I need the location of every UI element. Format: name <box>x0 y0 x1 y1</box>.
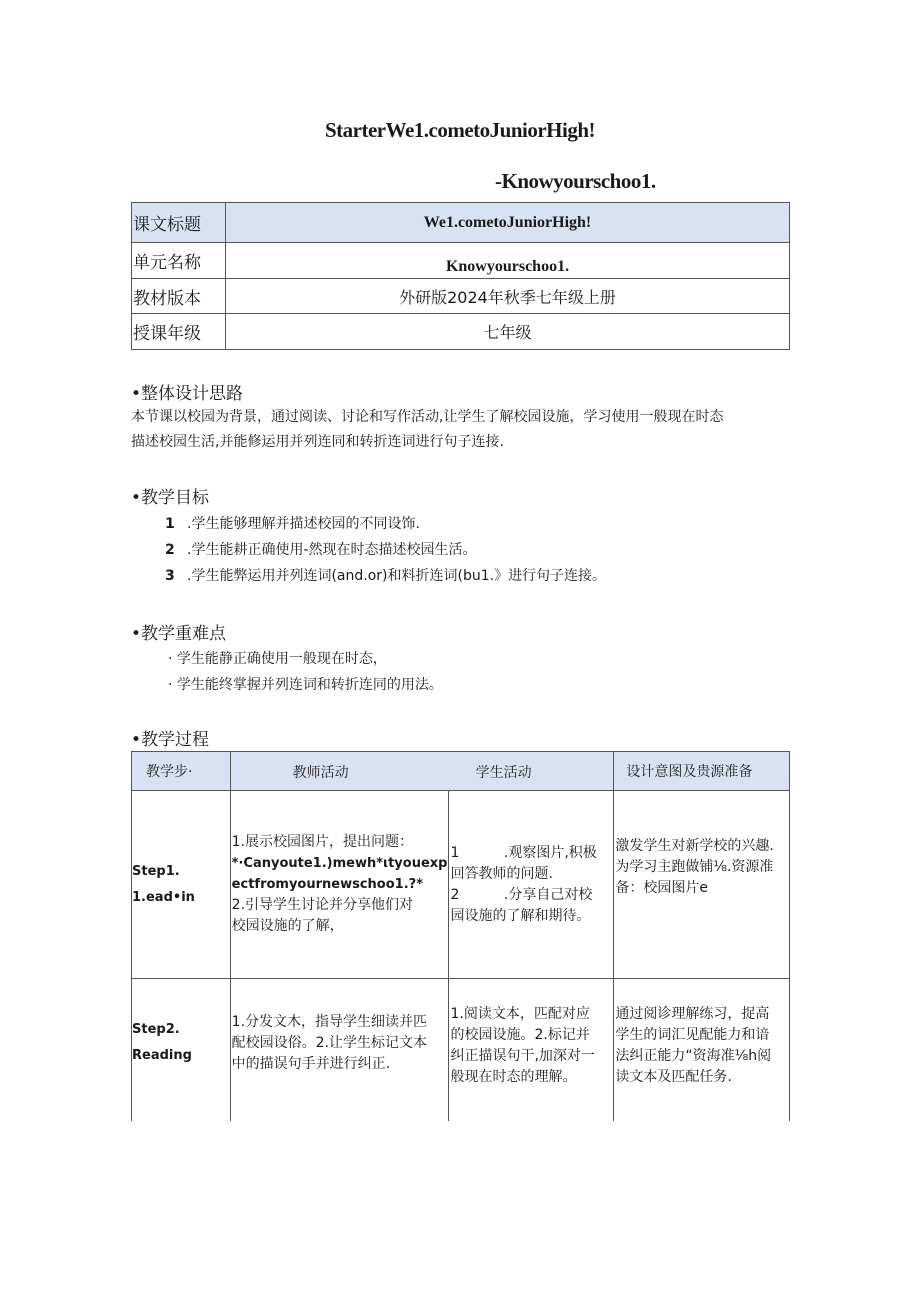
objective-text: .学生能弊运用并列连词(and.or)和料折连词(bu1.》进行句子连接。 <box>187 568 607 584</box>
teacher-line: 中的描误句手并进行纠正. <box>231 1055 391 1072</box>
design-intent-line: 学生的词汇见配能力和谙 <box>615 1027 770 1043</box>
design-paragraph <box>131 405 791 455</box>
info-value: 外研版2024年秋季七年级上册 <box>226 279 790 314</box>
design-intent-line: 为学习主跑做铺⅛.资源准 <box>615 859 774 875</box>
step-label: Step1. <box>132 863 180 879</box>
student-line: 般现在时态的理解。 <box>450 1069 577 1085</box>
info-label: 授课年级 <box>132 314 226 350</box>
header-step: 教学步· <box>132 752 231 791</box>
teacher-line: 校园设施的了解， <box>231 918 344 934</box>
design-intent-cell <box>614 791 790 979</box>
design-intent-line: 激发学生对新学校的兴趣. <box>615 838 774 854</box>
objective-item <box>165 513 420 533</box>
objective-number: 2 <box>165 542 175 558</box>
student-line: 园设施的了解和期待。 <box>450 907 591 924</box>
design-intent-cell <box>614 979 790 1122</box>
teaching-process-table <box>131 751 790 1121</box>
info-value: Knowyourschoo1. <box>226 243 790 279</box>
objective-text: .学生能耕正确使用-然现在时态描述校园生活。 <box>187 542 477 558</box>
process-row-reading <box>132 979 790 1122</box>
document-title: StarterWe1.cometoJuniorHigh! <box>324 118 596 142</box>
teacher-line: ectfromyournewschoo1.?* <box>231 877 423 892</box>
objective-number: 3 <box>165 568 175 584</box>
student-line: 2 .分享自己对校 <box>450 886 593 903</box>
student-line: 的校园设施。2.标记并 <box>450 1027 590 1043</box>
header-teacher: 教师活动 <box>292 765 349 781</box>
teacher-activity-cell <box>230 979 449 1122</box>
info-label: 单元名称 <box>132 243 226 279</box>
design-intent-line: 读文本及匹配任务. <box>615 1069 732 1085</box>
step-cell <box>132 979 231 1122</box>
difficulty-item: · 学生能静正确使用一般现在时态， <box>168 651 387 667</box>
design-intent-line: 法纠正能力“资海准⅛h阅 <box>615 1048 772 1064</box>
objective-text: .学生能够理解并描述校园的不同设饰. <box>187 516 420 532</box>
teacher-activity-cell <box>230 791 449 979</box>
teacher-line: 1.展示校园图片，提出问题： <box>231 834 414 850</box>
teacher-line: 1.分发文木，指导学生细读并匹 <box>231 1013 428 1030</box>
teacher-line: 2.引导学生讨论并分享他们对 <box>231 897 414 913</box>
objective-number: 1 <box>165 516 175 532</box>
teacher-line: *·Canyoute1.)mewh*ιtyouexp <box>231 856 448 871</box>
process-row-leadin <box>132 791 790 979</box>
info-row-unit <box>132 243 790 279</box>
section-heading-difficulties: •教学重难点 <box>131 624 227 644</box>
info-row-edition <box>132 279 790 314</box>
section-heading-objectives: •教学目标 <box>131 488 210 508</box>
step-cell <box>132 791 231 979</box>
process-header-row <box>132 752 790 791</box>
difficulty-item: · 学生能终掌握并列连词和转折连同的用法。 <box>168 677 443 693</box>
student-activity-cell <box>449 979 614 1122</box>
student-activity-cell <box>449 791 614 979</box>
student-line: 1 .观察图片,积极 <box>450 844 597 861</box>
student-line: 1.阅读文本，匹配对应 <box>450 1006 590 1022</box>
design-intent-line: 备：校园图片e <box>615 880 709 896</box>
design-line: 本节课以校园为背景，通过阅读、讨论和写作活动,让学生了解校园设施，学习使用一般现在时态 <box>131 409 724 425</box>
info-label: 课文标题 <box>132 203 226 243</box>
info-value: We1.cometoJuniorHigh! <box>226 203 790 243</box>
teacher-line: 配校园设俗。2.让学生标记文本 <box>231 1034 428 1051</box>
info-row-title <box>132 203 790 243</box>
header-student: 学生活动 <box>475 765 532 781</box>
header-activities <box>230 752 614 791</box>
header-design: 设计意图及贵源准备 <box>614 752 790 791</box>
section-heading-process: •教学过程 <box>131 730 210 750</box>
info-label: 教材版本 <box>132 279 226 314</box>
section-heading-design: •整体设计思路 <box>131 384 244 404</box>
step-name: 1.ead•in <box>132 889 195 905</box>
student-line: 回答教师的问题. <box>450 865 553 882</box>
step-name: Reading <box>132 1048 192 1063</box>
info-value: 七年级 <box>226 314 790 350</box>
info-row-grade <box>132 314 790 350</box>
objective-item <box>165 565 606 585</box>
lesson-info-table <box>131 202 790 350</box>
student-line: 纠正描误句干,加深对一 <box>450 1048 595 1064</box>
document-subtitle: -Knowyourschoo1. <box>495 169 656 193</box>
design-line: 描述校园生活,并能修运用并列连同和转折连词进行句子连接. <box>131 434 504 450</box>
design-intent-line: 通过阅诊理解练习，捉高 <box>615 1006 770 1022</box>
objective-item <box>165 539 477 559</box>
step-label: Step2. <box>132 1022 180 1037</box>
